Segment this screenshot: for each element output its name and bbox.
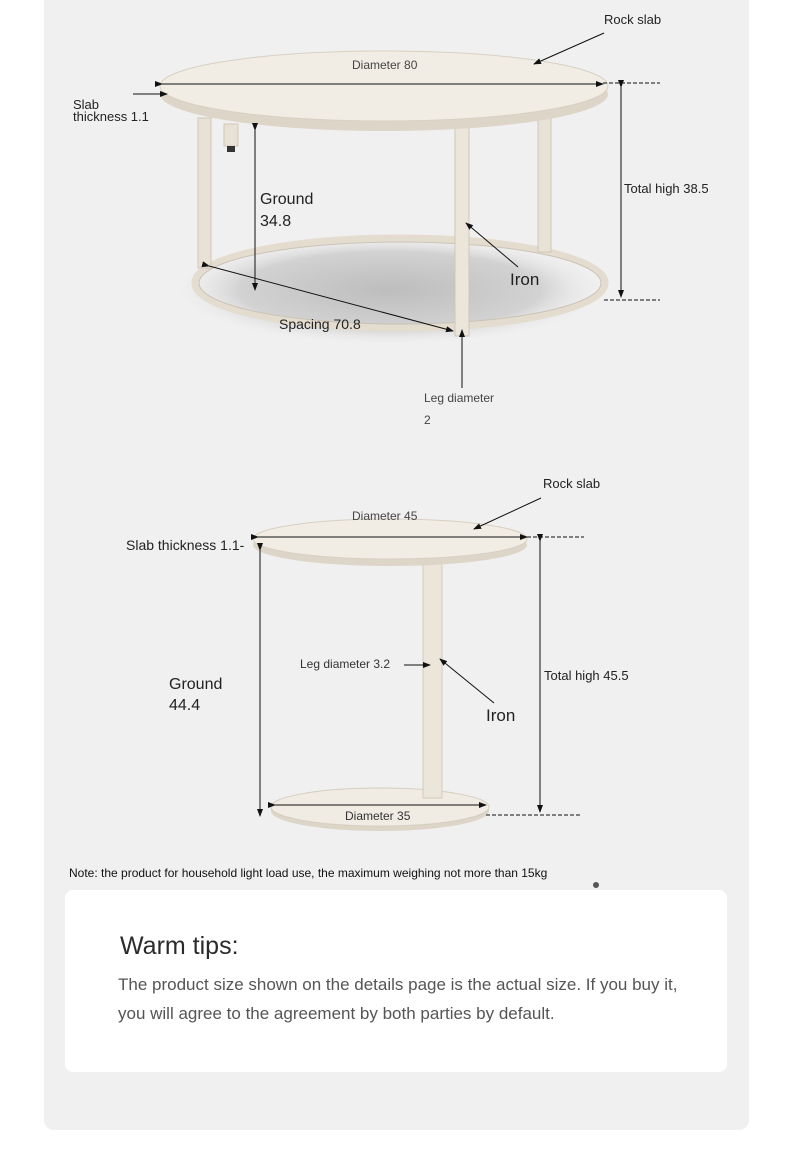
table-leg [538,118,551,252]
warm-tips-card [65,890,727,1072]
label-ground-small-2: 44.4 [169,697,201,714]
large-coffee-table [133,33,660,388]
label-slab-thickness-1: Slab [73,97,100,112]
label-ground-small-1: Ground [169,676,223,693]
label-rock-slab-small: Rock slab [543,476,601,491]
label-iron-small: Iron [486,706,516,725]
rock-slab-top [253,519,527,559]
label-total-high: Total high 38.5 [624,181,709,196]
decor-dot [593,882,599,888]
leveling-foot [224,124,238,146]
label-slab-thickness-2: thickness 1.1 [73,109,149,124]
label-iron: Iron [510,270,540,289]
label-leg-diameter-2: 2 [424,413,431,427]
label-rock-slab: Rock slab [604,12,662,27]
label-slab-thickness-small: Slab thickness 1.1- [126,537,245,553]
load-note: Note: the product for household light load use, the maximum weighing not more than 15kg [69,866,548,880]
label-diameter-top: Diameter 45 [352,509,418,523]
label-total-high-small: Total high 45.5 [544,668,629,683]
warm-tips-body: The product size shown on the details page is the actual size. If you buy it, you will agree to the agreement by both parties by default. [118,975,678,1023]
label-ground-1: Ground [260,191,314,208]
label-ground-2: 34.8 [260,213,292,230]
table-leg [198,118,211,268]
label-spacing: Spacing 70.8 [279,316,361,332]
table-leg [455,126,469,336]
label-diameter-base: Diameter 35 [345,809,411,823]
center-column [423,558,442,798]
label-leg-diameter-1: Leg diameter [424,391,495,405]
label-diameter: Diameter 80 [352,58,418,72]
label-leg-diameter-small: Leg diameter 3.2 [300,657,391,671]
warm-tips-title: Warm tips: [120,932,239,960]
